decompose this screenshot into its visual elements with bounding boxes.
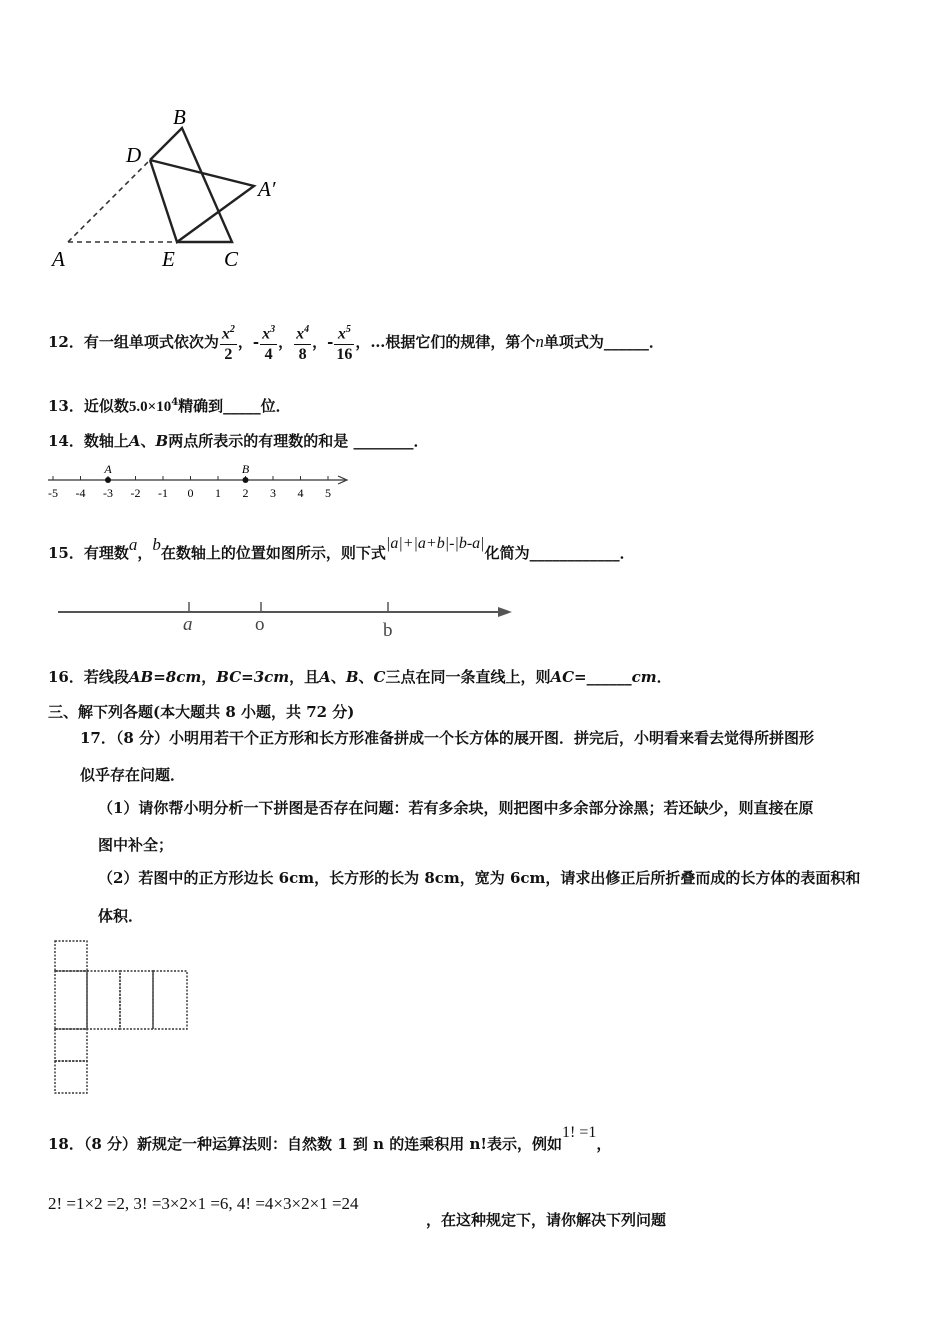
point-b-label: B [241, 462, 250, 476]
question-15 [48, 522, 635, 575]
q18-tail: ，在这种规定下，请你解决下列问题 [426, 1211, 667, 1229]
q14-text-a: 数轴上 [83, 432, 129, 450]
q14-number: 14． [48, 432, 84, 450]
t1-num: x [221, 325, 230, 343]
q15-var-b: b [152, 535, 161, 554]
label-d: D [126, 143, 142, 167]
section-3-heading: 三、解下列各题(本大题共 8 小题，共 72 分) [48, 703, 355, 721]
q12-sep-1: ，- [237, 333, 260, 351]
q15-var-a: a [128, 535, 138, 554]
q12-sep-2: ， [278, 333, 294, 351]
q13-text-a: 近似数 [83, 397, 129, 415]
tick-label: -5 [48, 486, 58, 500]
q18-comma: ， [596, 1135, 612, 1153]
q12-text-a: 有一组单项式依次为 [83, 333, 219, 351]
question-12 [48, 312, 664, 372]
label-origin: o [255, 614, 265, 635]
q16-bc: BC=3cm [216, 668, 290, 686]
q16-sep-1: 、 [330, 668, 346, 686]
label-a: A [52, 247, 65, 271]
net-rect-1 [55, 971, 87, 1029]
q12-sep-3: ，- [312, 333, 334, 351]
net-square-bottom [55, 1061, 87, 1093]
q13-exponent: 4 [171, 397, 179, 408]
q16-text-a: 若线段 [83, 668, 129, 686]
q12-ellipsis: ，… [355, 333, 386, 351]
q17-line-2: 似乎存在问题． [80, 766, 186, 784]
label-c: C [224, 247, 239, 271]
t1-den: 2 [220, 344, 237, 365]
t4-den: 16 [336, 345, 353, 363]
q15-comma: ， [137, 544, 153, 562]
q18-line-1 [48, 1124, 612, 1154]
t2-exp: 3 [270, 324, 276, 336]
q12-n: n [535, 332, 544, 351]
label-b: b [383, 620, 393, 641]
axis-arrow [498, 607, 512, 617]
q17-line-1: 17．（8 分）小明用若干个正方形和长方形准备拼成一个长方体的展开图．拼完后，小明看来看去觉得所拼图形 [80, 729, 815, 747]
point-b-dot [243, 477, 249, 483]
net-rect-4 [153, 971, 187, 1029]
number-line-15 [50, 588, 520, 644]
q16-end: ． [656, 668, 672, 686]
net-square-top [55, 941, 87, 971]
t1-exp: 2 [229, 324, 235, 336]
q16-unit: cm [631, 668, 657, 686]
t3-num: x [296, 325, 305, 343]
triangle-figure [40, 100, 300, 280]
q15-text-b: 在数轴上的位置如图所示，则下式 [160, 544, 386, 562]
net-rect-2 [87, 971, 120, 1029]
question-14 [48, 430, 428, 451]
q18-text: 18．（8 分）新规定一种运算法则：自然数 1 到 n 的连乘积用 n!表示，例如 [48, 1135, 562, 1153]
tick-label: -3 [103, 486, 113, 500]
q12-number: 12． [48, 333, 84, 351]
q16-comma: ， [201, 668, 217, 686]
q16-text-b: ，且 [289, 668, 320, 686]
tick-label: -4 [75, 486, 86, 500]
tick-label: -1 [158, 486, 168, 500]
q12-term-2 [260, 321, 277, 364]
label-b: B [173, 105, 186, 129]
tick-label: 0 [187, 486, 194, 500]
q16-ac: AC= [550, 668, 587, 686]
tick-label: 4 [297, 486, 304, 500]
question-16 [48, 666, 672, 687]
dashed-segment-ad [68, 160, 150, 242]
net-square-mid [55, 1029, 87, 1061]
q16-point-b: B [345, 668, 359, 686]
t3-den: 8 [294, 344, 311, 365]
q12-term-4 [334, 321, 354, 364]
q18-example-1: 1! =1 [561, 1124, 597, 1141]
point-a-dot [105, 477, 111, 483]
cuboid-net-figure [48, 935, 198, 1105]
label-e: E [162, 247, 175, 271]
tick-label: 2 [242, 486, 249, 500]
q14-point-a: A [128, 432, 141, 450]
t3-exp: 4 [304, 324, 310, 336]
t2-den: 4 [260, 344, 277, 365]
q16-sep-2: 、 [358, 668, 374, 686]
tick-label: -2 [130, 486, 141, 500]
q17-part2-line-1: （2）若图中的正方形边长 6cm，长方形的长为 8cm，宽为 6cm，请求出修正后所折叠而成的长方体的表面积和 [98, 869, 861, 887]
q17-part1-line-1: （1）请你帮小明分析一下拼图是否存在问题：若有多余块，则把图中多余部分涂黑；若还缺少，则直接在原 [98, 799, 814, 817]
t4-num: x [337, 325, 346, 343]
label-a-prime: A′ [258, 177, 276, 201]
q16-text-c: 三点在同一条直线上，则 [385, 668, 551, 686]
point-a-label: A [104, 462, 112, 476]
q16-point-a: A [319, 668, 331, 686]
q12-text-c: 单项式为______． [543, 333, 664, 351]
q12-term-3 [294, 321, 311, 364]
q17-part1-line-2: 图中补全； [98, 836, 174, 854]
q12-text-b: 根据它们的规律，第个 [385, 333, 536, 351]
t4-exp: 5 [345, 324, 351, 336]
q13-value: 5.0×10 [128, 399, 172, 415]
q15-text-a: 有理数 [83, 544, 129, 562]
q16-blank: ______ [586, 668, 632, 686]
q16-number: 16． [48, 668, 84, 686]
q13-text-b: 精确到_____位． [178, 397, 291, 415]
q16-point-c: C [373, 668, 386, 686]
q12-term-1 [220, 321, 237, 364]
triangle-sides-bc [150, 128, 232, 242]
q13-number: 13． [48, 397, 84, 415]
net-rect-3 [120, 971, 153, 1029]
t2-num: x [262, 325, 271, 343]
q14-text-b: 两点所表示的有理数的和是 ________． [168, 432, 429, 450]
q17-part2-line-2: 体积． [98, 907, 144, 925]
question-13 [48, 395, 291, 416]
tick-label: 3 [270, 486, 276, 500]
q16-ab: AB=8cm [128, 668, 202, 686]
number-line-14 [40, 455, 360, 505]
q14-sep: 、 [140, 432, 156, 450]
tick-label: 5 [325, 486, 331, 500]
q15-text-c: 化简为____________． [484, 544, 635, 562]
label-a: a [183, 614, 193, 635]
q15-number: 15． [48, 544, 84, 562]
q18-examples: 2! =1×2 =2, 3! =3×2×1 =6, 4! =4×3×2×1 =24 [48, 1194, 359, 1213]
tick-label: 1 [215, 486, 221, 500]
q15-expression: |a|+|a+b|-|b-a| [385, 535, 485, 552]
q14-point-b: B [155, 432, 169, 450]
